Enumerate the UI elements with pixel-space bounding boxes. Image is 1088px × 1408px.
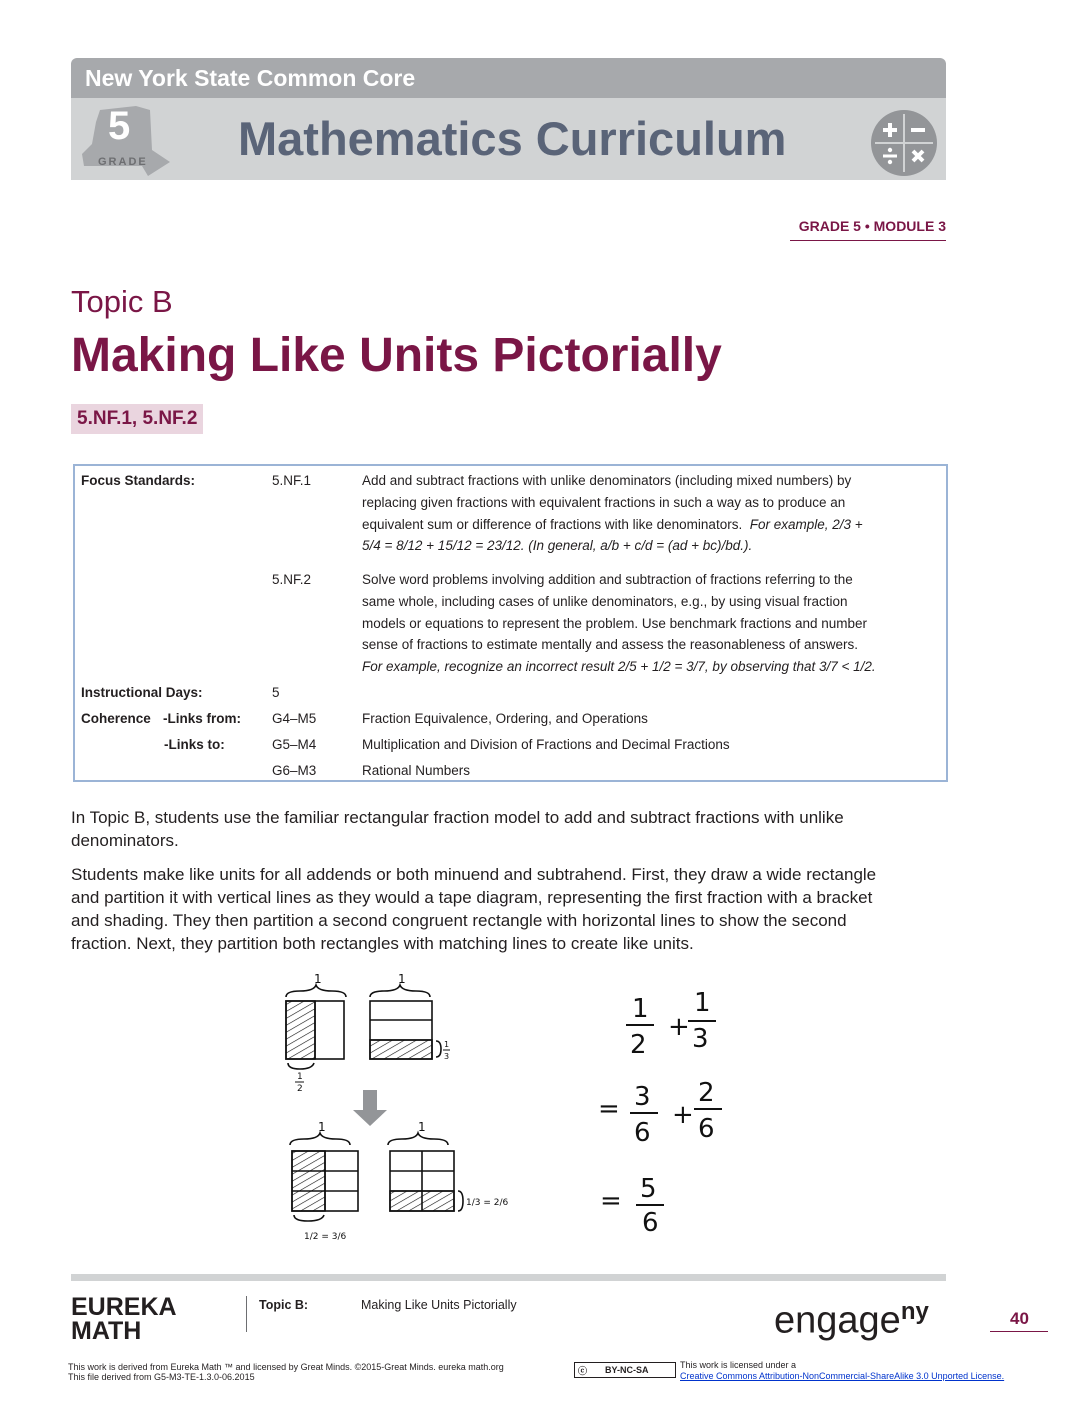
half-num: 1 bbox=[297, 1072, 303, 1082]
eq2-op: + bbox=[672, 1100, 694, 1130]
eq2-equals: = bbox=[598, 1094, 620, 1124]
paragraph-line: In Topic B, students use the familiar rectangular fraction model to add and subtract fractions with unlike bbox=[71, 808, 844, 827]
third-num: 1 bbox=[444, 1040, 450, 1049]
whole-bracket bbox=[290, 1133, 350, 1145]
eq3-den: 6 bbox=[642, 1208, 659, 1238]
standard-example: For example, 2/3 + bbox=[749, 517, 863, 532]
logo-line: MATH bbox=[71, 1317, 142, 1345]
link-code: G4–M5 bbox=[272, 711, 317, 726]
logo-line: EUREKA bbox=[71, 1293, 177, 1321]
third-den: 3 bbox=[444, 1052, 450, 1061]
standard-code: 5.NF.1 bbox=[272, 473, 312, 488]
eq2-num-b: 2 bbox=[698, 1078, 715, 1108]
engage-word: engage bbox=[774, 1299, 901, 1342]
eq1-num-b: 1 bbox=[694, 988, 711, 1018]
footer-topic-title: Making Like Units Pictorially bbox=[361, 1298, 517, 1312]
credit-line: This file derived from G5-M3-TE-1.3.0-06.2015 bbox=[68, 1372, 255, 1382]
license-line: This work is licensed under a bbox=[680, 1360, 797, 1370]
license-text bbox=[680, 1360, 1004, 1382]
links-from-label: -Links from: bbox=[163, 711, 242, 726]
footer-topic-label: Topic B: bbox=[259, 1298, 309, 1312]
link-code: G5–M4 bbox=[272, 737, 317, 752]
focus-standards-table bbox=[73, 464, 948, 782]
days-value: 5 bbox=[272, 685, 280, 700]
eq2-num-a: 3 bbox=[634, 1082, 651, 1112]
standard-text: equivalent sum or difference of fractions with like denominators. bbox=[362, 517, 743, 532]
paragraph-line: Students make like units for all addends or both minuend and subtrahend. First, they draw a wide rectangle bbox=[71, 865, 877, 884]
credit-line: This work is derived from Eureka Math ™ and licensed by Great Minds. ©2015-Great Minds. eureka math.org bbox=[68, 1362, 504, 1372]
eq2-den-a: 6 bbox=[634, 1118, 651, 1148]
grade-number: 5 bbox=[108, 104, 131, 148]
third-shading bbox=[370, 1040, 432, 1059]
topic-title: Making Like Units Pictorially bbox=[71, 329, 722, 382]
intro-paragraph bbox=[71, 806, 951, 852]
paragraph-line: fraction. Next, they partition both rectangles with matching lines to create like units. bbox=[71, 934, 694, 953]
banner-text: New York State Common Core bbox=[85, 65, 416, 91]
engageny-logo bbox=[774, 1298, 929, 1343]
module-label: GRADE 5 • MODULE 3 bbox=[798, 218, 946, 234]
paragraph-line: denominators. bbox=[71, 831, 179, 850]
standard-code: 5.NF.2 bbox=[272, 572, 312, 587]
footer-divider bbox=[246, 1296, 247, 1332]
links-to-label: -Links to: bbox=[164, 737, 225, 752]
eq2-den-b: 6 bbox=[698, 1114, 715, 1144]
eq3-equals: = bbox=[600, 1186, 622, 1216]
focus-label: Focus Standards: bbox=[81, 473, 196, 488]
half-bracket bbox=[288, 1063, 314, 1069]
link-title: Fraction Equivalence, Ordering, and Operations bbox=[362, 711, 648, 726]
half-shading bbox=[286, 1001, 315, 1059]
eq1-den-b: 3 bbox=[692, 1024, 709, 1054]
cc-icon: ⓒ bbox=[578, 1366, 588, 1376]
link-code: G6–M3 bbox=[272, 763, 317, 778]
cc-license-badge bbox=[574, 1362, 676, 1378]
ny-superscript: ny bbox=[900, 1298, 929, 1325]
footer-rule bbox=[71, 1274, 946, 1281]
link-title: Rational Numbers bbox=[362, 763, 471, 778]
paragraph-line: and partition it with vertical lines as they would a tape diagram, representing the first fraction with a bracket bbox=[71, 888, 873, 907]
paragraph-line: and shading. They then partition a second congruent rectangle with horizontal lines to show the second bbox=[71, 911, 847, 930]
days-label: Instructional Days: bbox=[81, 685, 203, 700]
whole-label: 1 bbox=[418, 1120, 426, 1134]
standard-example: For example, recognize an incorrect result 2/5 + 1/2 = 3/7, by observing that 3/7 < 1/2. bbox=[362, 659, 876, 674]
whole-label: 1 bbox=[398, 972, 406, 986]
grade-word: GRADE bbox=[98, 156, 148, 168]
half-equivalence: 1/2 = 3/6 bbox=[304, 1232, 347, 1242]
eq1-den-a: 2 bbox=[630, 1030, 647, 1060]
eq1-num-a: 1 bbox=[632, 994, 649, 1024]
link-title: Multiplication and Division of Fractions and Decimal Fractions bbox=[362, 737, 730, 752]
credit-text bbox=[68, 1362, 504, 1382]
whole-label: 1 bbox=[318, 1120, 326, 1134]
page-number: 40 bbox=[1010, 1309, 1029, 1328]
standard-example: 5/4 = 8/12 + 15/12 = 23/12. (In general, a/b + c/d = (ad + bc)/bd.). bbox=[362, 538, 753, 553]
whole-bracket bbox=[286, 985, 346, 997]
module-rule bbox=[790, 240, 946, 241]
whole-bracket bbox=[370, 985, 430, 997]
math-operations-icon bbox=[871, 110, 937, 176]
eureka-math-logo bbox=[71, 1295, 177, 1343]
whole-bracket bbox=[388, 1133, 448, 1145]
standard-text: Add and subtract fractions with unlike denominators (including mixed numbers) by bbox=[362, 473, 852, 488]
whole-label: 1 bbox=[314, 972, 322, 986]
standard-text: replacing given fractions with equivalent fractions in such a way as to produce an bbox=[362, 495, 846, 510]
eq1-op: + bbox=[668, 1012, 690, 1042]
coherence-label: Coherence bbox=[81, 711, 151, 726]
standard-text: Solve word problems involving addition and subtraction of fractions referring to the bbox=[362, 572, 853, 587]
page-number-rule bbox=[990, 1331, 1048, 1332]
cc-badge-text: BY-NC-SA bbox=[605, 1365, 649, 1375]
header-banner bbox=[71, 58, 946, 98]
standards-badge: 5.NF.1, 5.NF.2 bbox=[71, 404, 203, 434]
standard-text-row bbox=[362, 514, 863, 536]
method-paragraph bbox=[71, 863, 951, 955]
license-link[interactable]: Creative Commons Attribution-NonCommercial-ShareAlike 3.0 Unported License. bbox=[680, 1371, 1005, 1381]
fraction-model-figure bbox=[270, 965, 750, 1250]
third-equivalence: 1/3 = 2/6 bbox=[466, 1198, 509, 1208]
half-den: 2 bbox=[297, 1084, 303, 1094]
standard-text: same whole, including cases of unlike denominators, e.g., by using visual fraction bbox=[362, 594, 848, 609]
standard-text: sense of fractions to estimate mentally and assess the reasonableness of answers. bbox=[362, 637, 859, 652]
arrow-down-icon bbox=[353, 1090, 387, 1126]
eq3-num: 5 bbox=[640, 1174, 657, 1204]
curriculum-title: Mathematics Curriculum bbox=[238, 112, 787, 165]
topic-label: Topic B bbox=[71, 284, 173, 319]
standard-text: models or equations to represent the problem. Use benchmark fractions and number bbox=[362, 616, 868, 631]
